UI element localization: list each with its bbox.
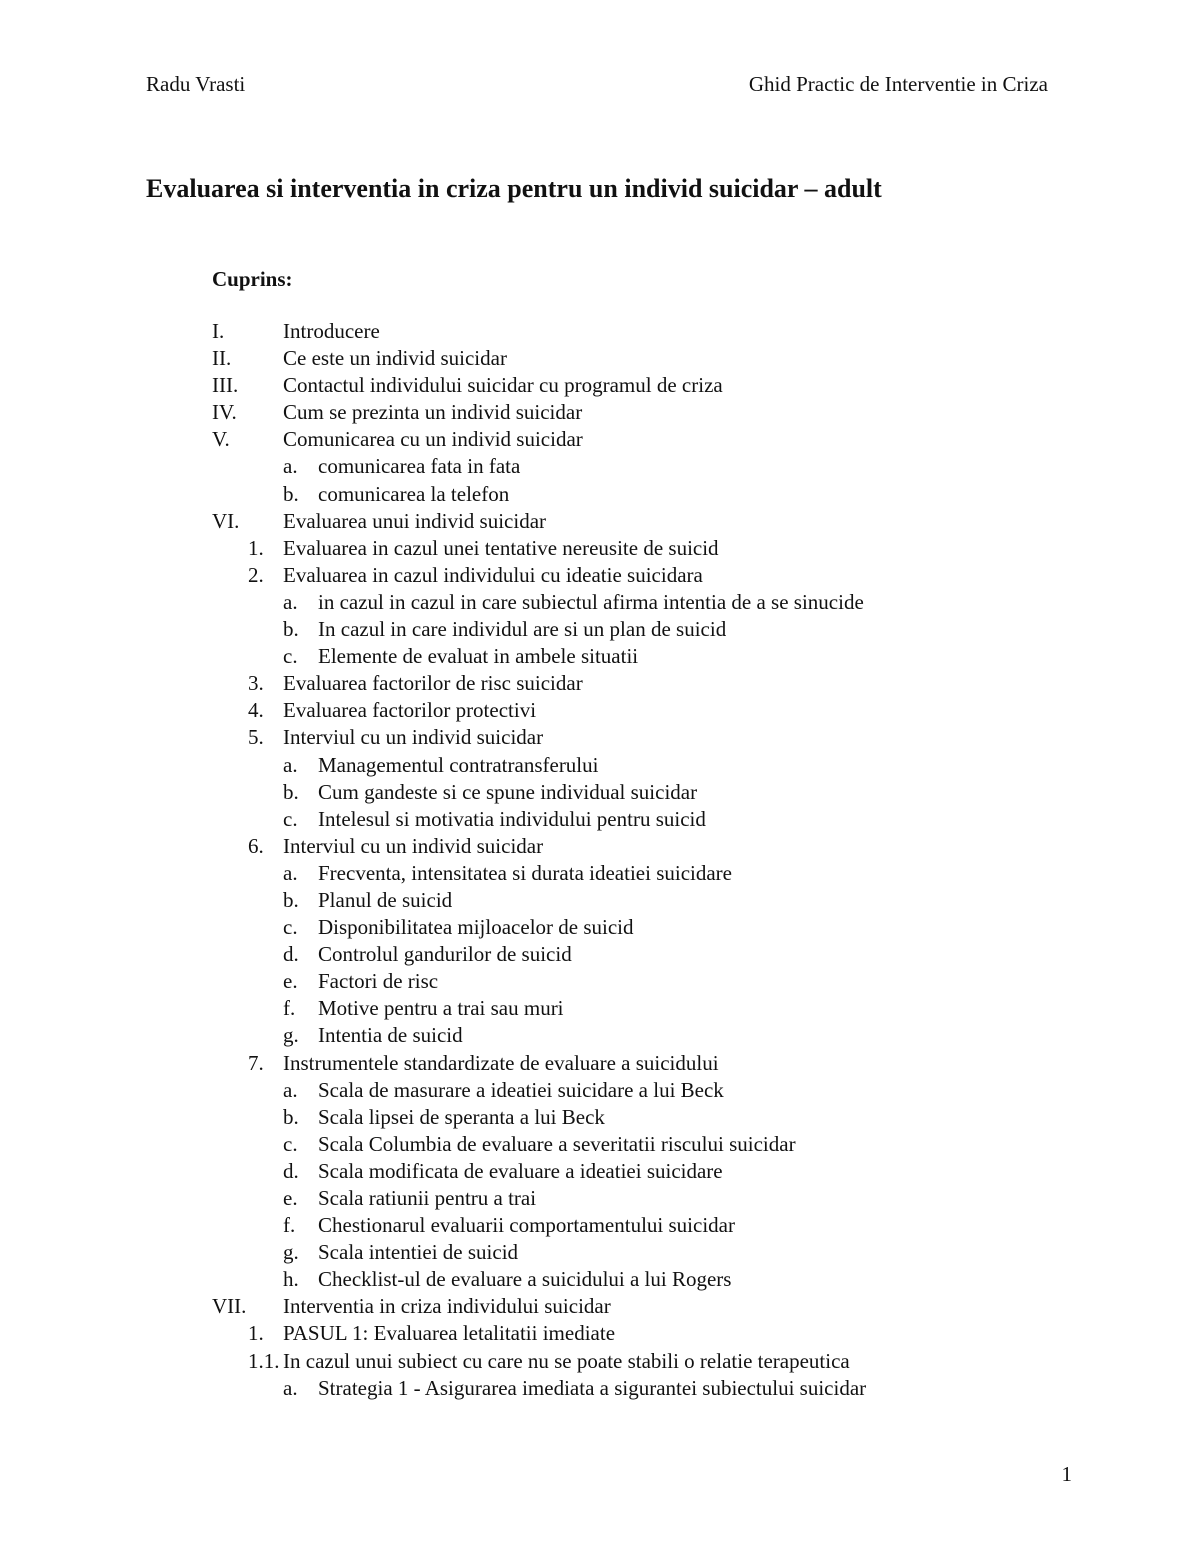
toc-entry-number: I.: [212, 319, 225, 343]
toc-entry: [0, 833, 1200, 860]
toc-entry-text: Ce este un individ suicidar: [283, 346, 507, 371]
toc-entry-number: h.: [283, 1267, 299, 1292]
toc-entry-text: comunicarea fata in fata: [318, 454, 521, 479]
toc-entry-text: Contactul individului suicidar cu programul de criza: [283, 373, 723, 398]
toc-entry-text: Scala lipsei de speranta a lui Beck: [318, 1104, 605, 1129]
toc-entry-number: a.: [283, 1077, 298, 1102]
toc-entry-text: Scala Columbia de evaluare a severitatii riscului suicidar: [318, 1131, 796, 1156]
toc-entry: [0, 914, 1200, 941]
toc-entry: [0, 481, 1200, 508]
toc-entry-text: Strategia 1 - Asigurarea imediata a sigurantei subiectului suicidar: [318, 1375, 867, 1400]
toc-entry-text: Evaluarea in cazul unei tentative nereusite de suicid: [283, 535, 719, 560]
toc-entry-text: Evaluarea factorilor de risc suicidar: [283, 671, 583, 696]
toc-entry-number: d.: [283, 1158, 299, 1183]
toc-entry: [0, 1348, 1200, 1375]
toc-entry: [0, 1158, 1200, 1185]
toc-entry-number: b.: [283, 481, 299, 506]
toc-entry: [0, 562, 1200, 589]
toc-entry-text: In cazul in care individul are si un plan de suicid: [318, 617, 727, 642]
toc-entry-text: Disponibilitatea mijloacelor de suicid: [318, 915, 634, 940]
toc-entry-text: Evaluarea in cazul individului cu ideatie suicidara: [283, 562, 703, 587]
toc-entry-text: in cazul in cazul in care subiectul afirma intentia de a se sinucide: [318, 589, 864, 614]
toc-entry-text: Scala de masurare a ideatiei suicidare a lui Beck: [318, 1077, 724, 1102]
toc-entry: [0, 752, 1200, 779]
toc-entry-number: e.: [283, 969, 298, 994]
toc-entry-text: Checklist-ul de evaluare a suicidului a lui Rogers: [318, 1267, 732, 1292]
toc-entry-number: a.: [283, 860, 298, 885]
toc-entry: [0, 1050, 1200, 1077]
toc-entry: [0, 1022, 1200, 1049]
toc-entry-number: V.: [212, 427, 230, 452]
toc-entry: [0, 318, 1200, 345]
toc-entry-number: 5.: [248, 725, 264, 750]
toc-entry: [0, 643, 1200, 670]
toc-entry-number: b.: [283, 617, 299, 642]
toc-entry-number: c.: [283, 806, 298, 831]
toc-entry-number: VII.: [212, 1294, 247, 1319]
toc-entry: [0, 1185, 1200, 1212]
toc-entry-text: Evaluarea unui individ suicidar: [283, 508, 547, 533]
running-header-right: Ghid Practic de Interventie in Criza: [748, 72, 1048, 96]
toc-entry-number: VI.: [212, 508, 240, 533]
document-title: Evaluarea si interventia in criza pentru un individ suicidar – adult: [146, 174, 882, 203]
toc-entry-number: IV.: [212, 400, 237, 425]
toc-entry-text: Instrumentele standardizate de evaluare a suicidului: [283, 1050, 719, 1075]
toc-entry-text: Intelesul si motivatia individului pentru suicid: [318, 806, 706, 831]
toc-entry-number: a.: [283, 454, 298, 479]
toc-entry: [0, 697, 1200, 724]
toc-entry-number: d.: [283, 942, 299, 967]
toc-entry: [0, 779, 1200, 806]
toc-entry-number: c.: [283, 915, 298, 940]
toc-entry: [0, 616, 1200, 643]
toc-entry-text: Scala intentiei de suicid: [318, 1240, 519, 1265]
table-of-contents: [0, 318, 1200, 1402]
toc-entry: [0, 670, 1200, 697]
toc-entry-text: Motive pentru a trai sau muri: [318, 996, 564, 1021]
toc-entry-text: Cum se prezinta un individ suicidar: [283, 400, 583, 425]
toc-entry: [0, 1212, 1200, 1239]
toc-entry: [0, 453, 1200, 480]
toc-entry-number: f.: [283, 1213, 296, 1238]
toc-entry-number: c.: [283, 1131, 298, 1156]
toc-entry-number: b.: [283, 1104, 299, 1129]
toc-entry-number: c.: [283, 644, 298, 669]
toc-entry: [0, 806, 1200, 833]
toc-entry: [0, 724, 1200, 751]
toc-entry-text: Intentia de suicid: [318, 1023, 463, 1048]
toc-entry-text: PASUL 1: Evaluarea letalitatii imediate: [283, 1321, 616, 1346]
toc-entry-number: e.: [283, 1186, 298, 1210]
toc-entry-text: In cazul unui subiect cu care nu se poate stabili o relatie terapeutica: [283, 1348, 850, 1373]
toc-entry-number: a.: [283, 752, 298, 777]
toc-entry-text: Comunicarea cu un individ suicidar: [283, 427, 583, 452]
toc-entry-text: Scala modificata de evaluare a ideatiei suicidare: [318, 1158, 723, 1183]
toc-entry-text: Planul de suicid: [318, 887, 453, 912]
toc-entry-text: Cum gandeste si ce spune individual suicidar: [318, 779, 698, 804]
toc-entry: [0, 399, 1200, 426]
toc-entry: [0, 1266, 1200, 1293]
toc-entry-number: b.: [283, 887, 299, 912]
toc-entry: [0, 968, 1200, 995]
toc-entry: [0, 345, 1200, 372]
toc-entry-number: f.: [283, 996, 296, 1021]
toc-entry-text: Controlul gandurilor de suicid: [318, 942, 572, 967]
toc-entry-number: 4.: [248, 698, 264, 723]
toc-entry-text: comunicarea la telefon: [318, 481, 510, 506]
toc-entry-number: a.: [283, 1375, 298, 1400]
toc-entry: [0, 1320, 1200, 1347]
toc-entry-number: 7.: [248, 1050, 264, 1075]
toc-entry: [0, 1104, 1200, 1131]
toc-entry-number: b.: [283, 779, 299, 804]
toc-entry-text: Scala ratiunii pentru a trai: [318, 1186, 537, 1210]
toc-entry-number: III.: [212, 373, 239, 398]
toc-entry-text: Chestionarul evaluarii comportamentului suicidar: [318, 1213, 735, 1238]
toc-entry: [0, 535, 1200, 562]
toc-entry: [0, 1375, 1200, 1402]
toc-entry-text: Interventia in criza individului suicidar: [283, 1294, 611, 1319]
toc-entry: [0, 508, 1200, 535]
toc-entry: [0, 1239, 1200, 1266]
toc-entry: [0, 860, 1200, 887]
page-number: 1: [1061, 1462, 1072, 1486]
toc-entry-text: Frecventa, intensitatea si durata ideatiei suicidare: [318, 860, 732, 885]
toc-entry-number: g.: [283, 1240, 299, 1265]
toc-entry: [0, 426, 1200, 453]
toc-entry: [0, 372, 1200, 399]
toc-entry-number: 6.: [248, 833, 264, 858]
toc-entry-number: a.: [283, 589, 298, 614]
toc-entry-number: 2.: [248, 562, 264, 587]
toc-entry-text: Interviul cu un individ suicidar: [283, 725, 544, 750]
toc-entry: [0, 1293, 1200, 1320]
toc-entry-text: Factori de risc: [318, 969, 439, 994]
toc-entry-text: Evaluarea factorilor protectivi: [283, 698, 537, 723]
toc-entry-number: 1.: [248, 535, 264, 560]
toc-entry: [0, 995, 1200, 1022]
toc-entry: [0, 941, 1200, 968]
toc-entry-number: 1.: [248, 1321, 264, 1346]
toc-entry-number: g.: [283, 1023, 299, 1048]
toc-entry: [0, 1077, 1200, 1104]
toc-entry-text: Managementul contratransferului: [318, 752, 599, 777]
toc-entry-number: 1.1.: [248, 1348, 280, 1373]
running-header-left: Radu Vrasti: [146, 72, 246, 96]
toc-entry-number: II.: [212, 346, 232, 371]
toc-entry: [0, 1131, 1200, 1158]
toc-entry: [0, 589, 1200, 616]
toc-entry: [0, 887, 1200, 914]
toc-entry-text: Interviul cu un individ suicidar: [283, 833, 544, 858]
toc-entry-text: Elemente de evaluat in ambele situatii: [318, 644, 639, 669]
toc-entry-text: Introducere: [283, 319, 380, 343]
toc-heading: Cuprins:: [212, 267, 293, 291]
toc-entry-number: 3.: [248, 671, 264, 696]
